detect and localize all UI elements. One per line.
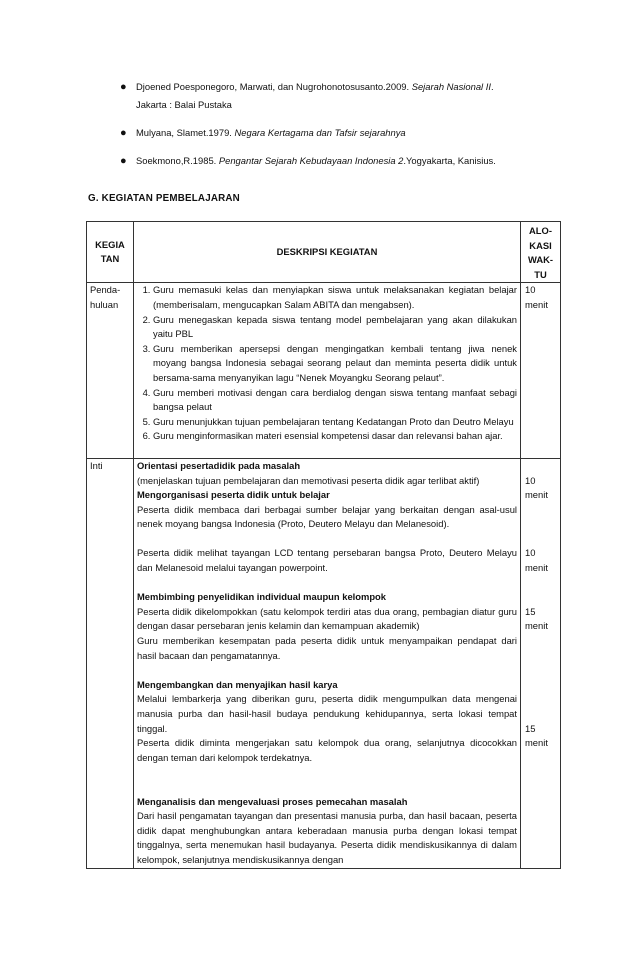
inti-step-text: Dari hasil pengamatan tayangan dan presentasi manusia purba, dan hasil bacaan, peserta didik dapat menghubungkan antara keberadaan manusia purba dengan lokasi tempat tinggalnya, serta menemukan hasil budayanya. Peserta didik mendiskusikannya di dalam kelompok, selanjutnya mendiskusikannya dengan (137, 810, 517, 865)
pendahuluan-steps (137, 283, 517, 444)
inti-step-text: Melalui lembarkerja yang diberikan guru, peserta didik mengumpulkan data mengenai manusia purba dan hasil-hasil budaya pendukung kehidupannya, serta lokasi tempat tinggal. (137, 693, 517, 734)
reference-author: Mulyana, Slamet.1979. (136, 127, 235, 138)
bullet-icon: ● (120, 127, 127, 139)
inti-step-text: Guru memberikan kesempatan pada peserta didik untuk menyampaikan pendapat dari hasil bacaan dan pengamatannya. (137, 635, 517, 661)
list-item: 1. Guru memasuki kelas dan menyiapkan siswa untuk melaksanakan kegiatan belajar (memberisalam, mengucapkan Salam ABITA dan mengabsen). (153, 283, 517, 312)
inti-step-title: Mengorganisasi peserta didik untuk belajar (137, 489, 330, 501)
reference-publisher: .Yogyakarta, Kanisius. (403, 155, 496, 166)
inti-step-text: Peserta didik dikelompokkan (satu kelompok terdiri atas dua orang, pembagian diatur guru dengan dasar persebaran jenis kelamin dan kemampuan akademik) (137, 605, 517, 632)
inti-description (134, 458, 521, 868)
inti-time: 10 menit 10 menit 15 menit 15 menit (521, 458, 561, 868)
reference-author: Soekmono,R.1985. (136, 155, 219, 166)
inti-step-text: Peserta didik melihat tayangan LCD tentang persebaran bangsa Proto, Deutero Melayu dan Melanesoid melalui tayangan powerpoint. (137, 547, 517, 574)
reference-title: Pengantar Sejarah Kebudayaan Indonesia 2 (218, 155, 404, 166)
bullet-icon: ● (120, 155, 127, 167)
inti-step-title: Membimbing penyelidikan individual maupun kelompok (137, 591, 386, 603)
inti-step-title: Menganalisis dan mengevaluasi proses pemecahan masalah (137, 795, 408, 807)
header-kegiatan: KEGIA TAN (87, 222, 134, 283)
header-alokasi: ALO- KASI WAK- TU (521, 222, 561, 283)
reference-list (118, 78, 558, 180)
reference-title: Sejarah Nasional II (411, 81, 491, 92)
list-item: 6. Guru menginformasikan materi esensial kompetensi dasar dan relevansi bahan ajar. (153, 429, 517, 444)
reference-item (118, 124, 558, 142)
inti-step-title: Mengembangkan dan menyajikan hasil karya (137, 678, 338, 690)
activity-table (86, 221, 561, 869)
reference-item (118, 152, 558, 170)
row-label-pendahuluan: Penda- huluan (87, 283, 134, 459)
header-deskripsi: DESKRIPSI KEGIATAN (134, 222, 521, 283)
list-item: 4. Guru memberi motivasi dengan cara berdialog dengan siswa tentang manfaat sebagi bangsa pelaut (153, 386, 517, 415)
inti-step-title: Orientasi pesertadidik pada masalah (137, 459, 301, 471)
table-row (87, 283, 561, 459)
pendahuluan-description (134, 283, 521, 459)
reference-author: Djoened Poesponegoro, Marwati, dan Nugrohonotosusanto.2009. (136, 81, 412, 92)
reference-publisher: . (490, 81, 494, 92)
pendahuluan-time: 10 menit (521, 283, 561, 459)
table-header-row (87, 222, 561, 283)
inti-step-text: Peserta didik diminta mengerjakan satu kelompok dua orang, selanjutnya dicocokkan dengan teman dari kelompok terdekatnya. (137, 737, 517, 763)
inti-step-text: Peserta didik membaca dari berbagai sumber belajar yang berkaitan dengan asal-usul nenek moyang bangsa Indonesia (Proto, Deutero Melayu dan Melanesoid). (137, 503, 517, 530)
table-row (87, 458, 561, 868)
row-label-inti: Inti (87, 458, 134, 868)
inti-step-text: (menjelaskan tujuan pembelajaran dan memotivasi peserta didik agar terlibat aktif) (137, 474, 480, 486)
reference-publisher-line: Jakarta : Balai Pustaka (136, 99, 232, 110)
section-title: G. KEGIATAN PEMBELAJARAN (88, 193, 240, 204)
list-item: 2. Guru menegaskan kepada siswa tentang model pembelajaran yang akan dilakukan yaitu PBL (153, 313, 517, 342)
list-item: 5. Guru menunjukkan tujuan pembelajaran tentang Kedatangan Proto dan Deutro Melayu (153, 415, 517, 430)
reference-item (118, 78, 558, 114)
bullet-icon: ● (120, 81, 127, 93)
reference-title: Negara Kertagama dan Tafsir sejarahnya (234, 127, 406, 138)
list-item: 3. Guru memberikan apersepsi dengan mengingatkan kembali tentang jiwa nenek moyang bangsa Indonesia sebagai seorang pelaut dan meminta peserta didik untuk bersama-sama menyanyikan lagu “Nenek Moyangku Seorang pelaut”. (153, 342, 517, 386)
